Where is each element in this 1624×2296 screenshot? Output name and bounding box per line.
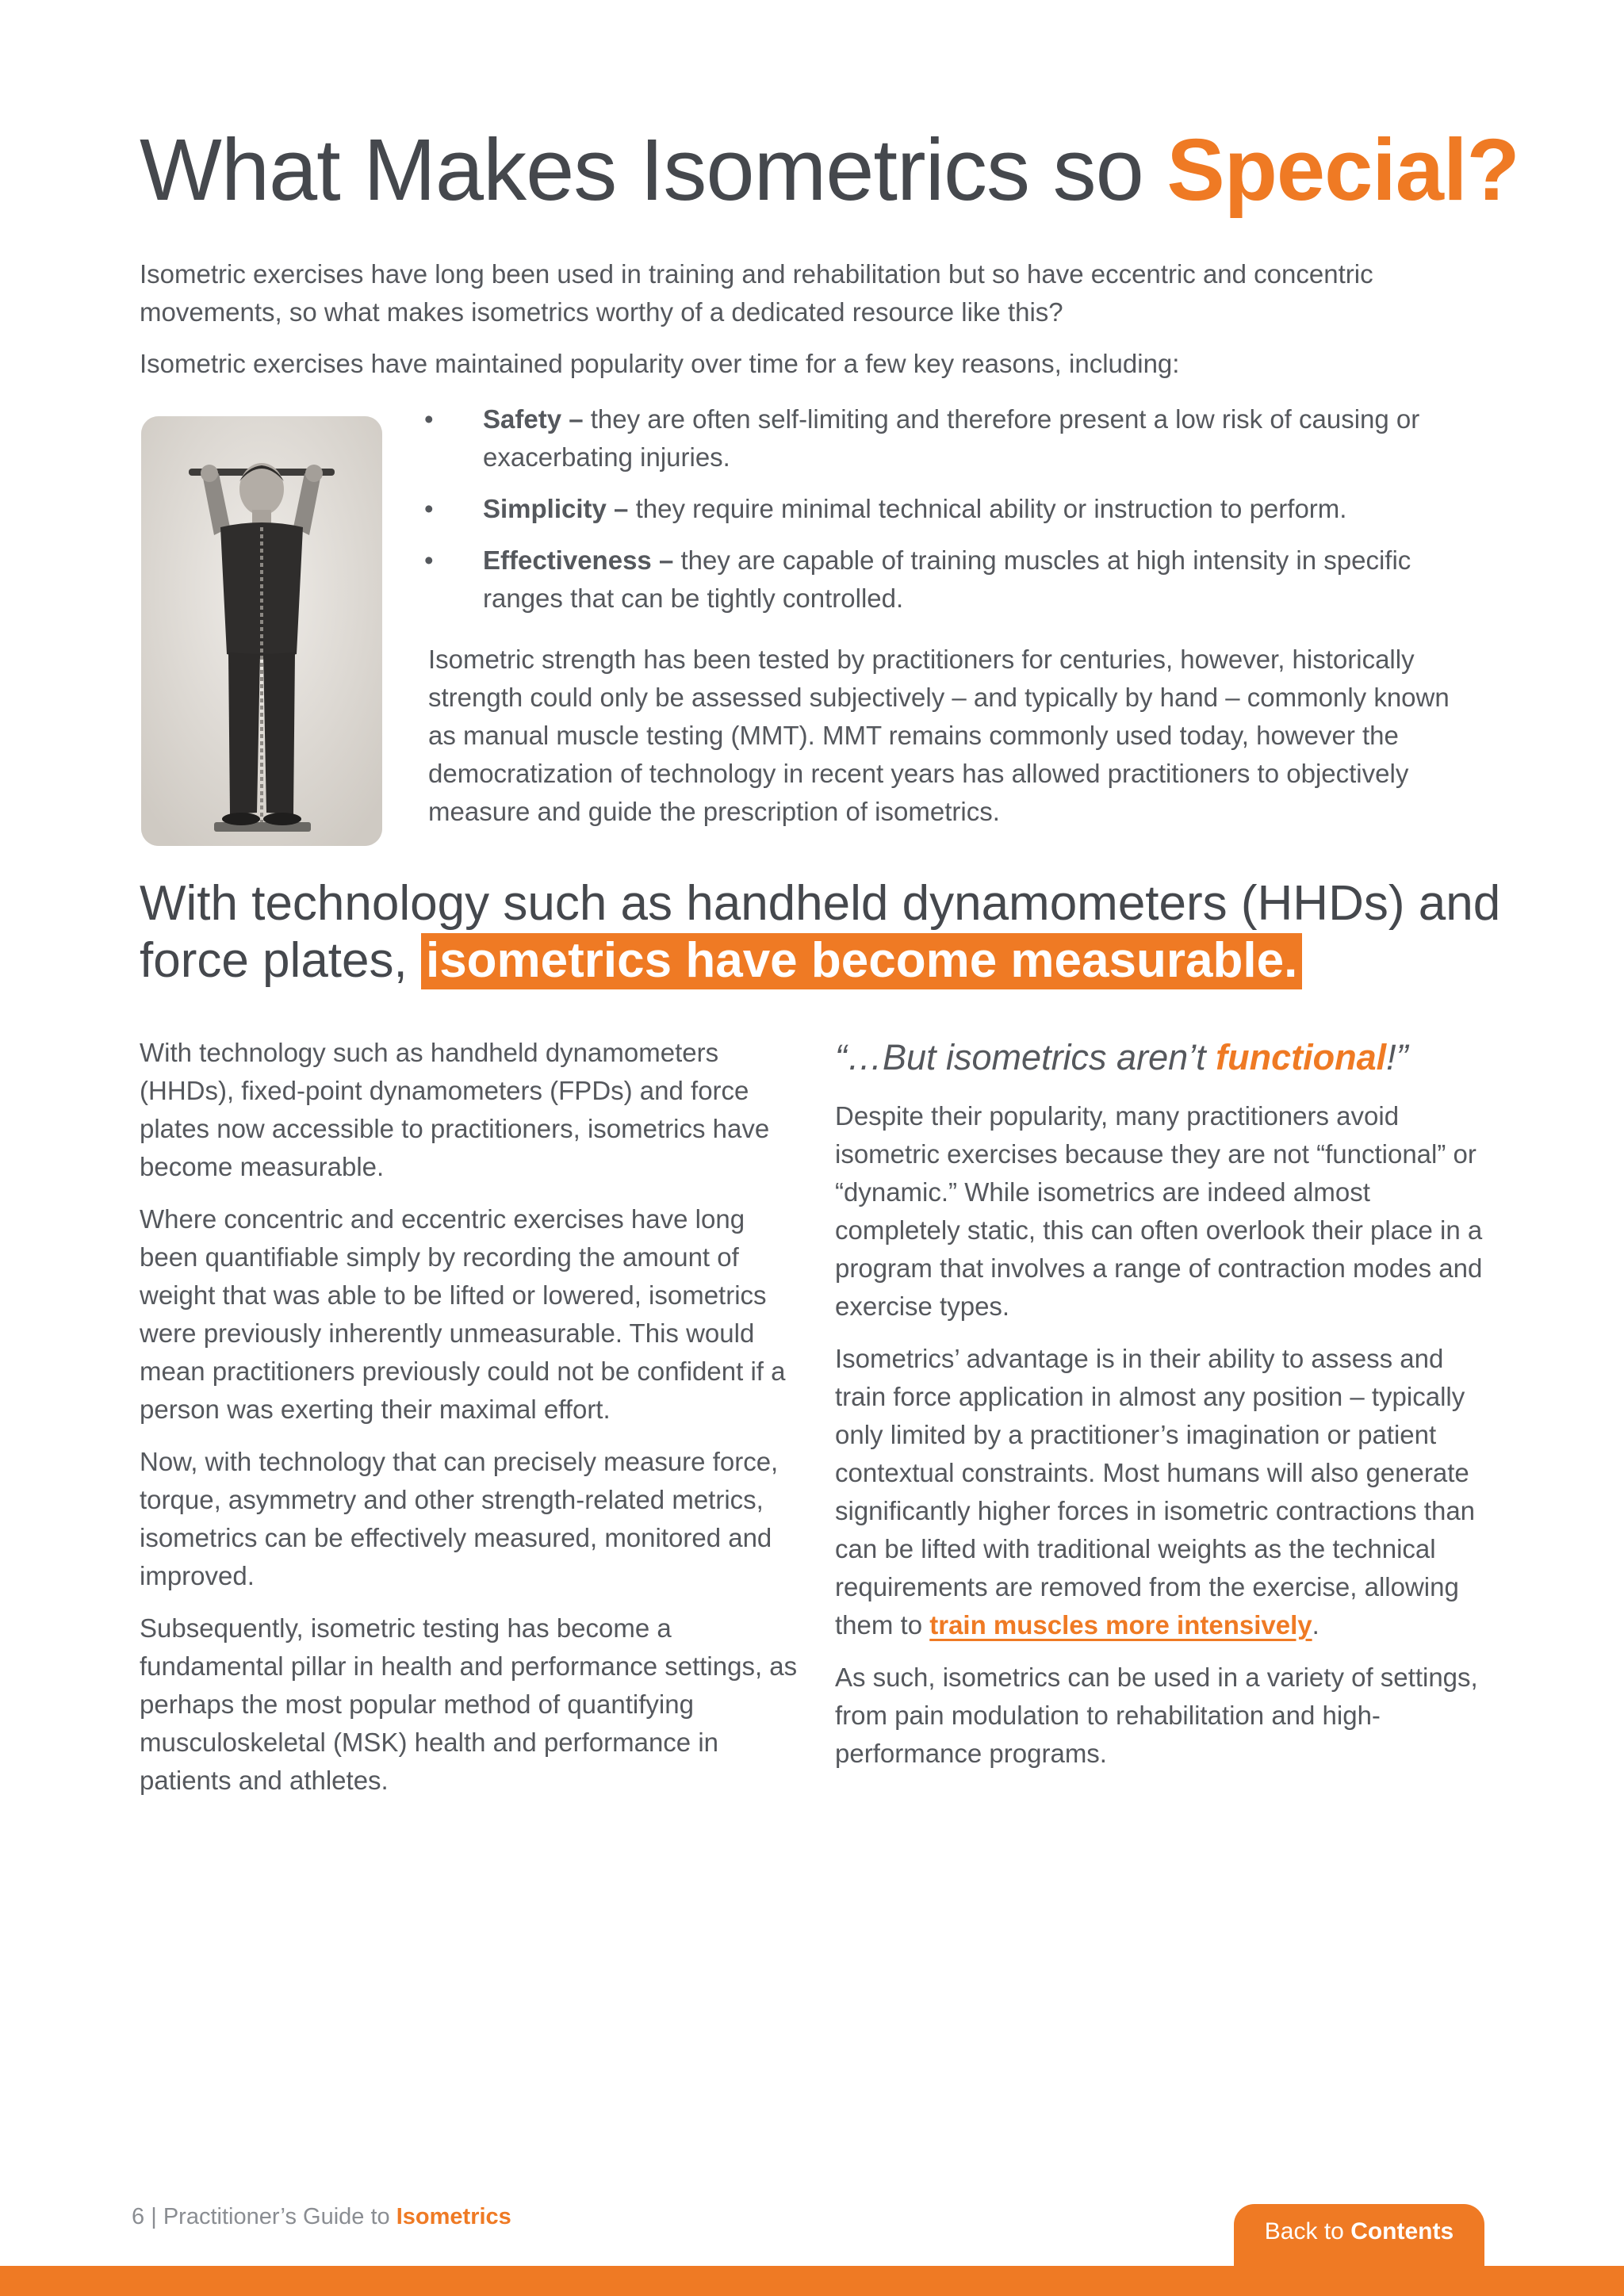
right-paragraph: [835, 1340, 1493, 1644]
bullet-marker: •: [424, 545, 434, 575]
bullet-text: they require minimal technical ability or instruction to perform.: [628, 494, 1347, 523]
bullet-simplicity: [424, 490, 1479, 528]
bullet-marker: •: [424, 404, 434, 434]
intro-paragraph: Isometric exercises have long been used in training and rehabilitation but so have eccentric and concentric movements, so what makes isometrics worthy of a dedicated resource like this?: [140, 259, 1373, 327]
bullet-term: Safety –: [483, 404, 584, 434]
section-subheading: [140, 875, 1567, 989]
history-paragraph: Isometric strength has been tested by practitioners for centuries, however, historically strength could only be assessed subjectively – and typically by hand – commonly known as manual muscle testing (MMT). MMT remains commonly used today, however the democratization of technology in recent years has allowed practitioners to objectively measure and guide the prescription of isometrics.: [428, 645, 1450, 826]
subheading-text: With technology such as handheld dynamometers (HHDs) and force plates,: [140, 876, 1501, 988]
footer-separator: |: [151, 2204, 157, 2229]
page-footer: [132, 2204, 511, 2230]
bullet-term: Effectiveness –: [483, 545, 674, 575]
quote-start: “…But isometrics aren’t: [835, 1037, 1216, 1077]
left-paragraph: Where concentric and eccentric exercises have long been quantifiable simply by recording the amount of weight that was able to be lifted or lowered, isometrics were previously inherently unmeasurable. This would mean practitioners previously could not be confident if a person was exerting their maximal effort.: [140, 1204, 786, 1424]
vintage-strongman-photo: [141, 416, 382, 846]
footer-accent-bar: [0, 2266, 1624, 2296]
bullet-text: they are often self-limiting and therefore present a low risk of causing or exacerbating injuries.: [483, 404, 1420, 472]
train-muscles-link[interactable]: train muscles more intensively: [929, 1610, 1312, 1640]
pull-quote: [835, 1034, 1493, 1081]
right-column: [835, 1034, 1493, 1787]
quote-accent: functional: [1216, 1037, 1387, 1077]
guide-title: Practitioner’s Guide to: [163, 2204, 396, 2229]
bullet-term: Simplicity –: [483, 494, 629, 523]
right-paragraph-end: .: [1312, 1610, 1320, 1640]
quote-end: !”: [1386, 1037, 1408, 1077]
page-title-main: What Makes Isometrics so: [140, 121, 1167, 219]
key-reasons-list: [424, 400, 1479, 631]
bullet-text: they are capable of training muscles at high intensity in specific ranges that can be tightly controlled.: [483, 545, 1411, 613]
right-paragraph: As such, isometrics can be used in a variety of settings, from pain modulation to rehabilitation and high-performance programs.: [835, 1663, 1478, 1768]
strongman-figure-illustration: [141, 416, 382, 846]
intro-lead-in: Isometric exercises have maintained popularity over time for a few key reasons, including:: [140, 349, 1180, 378]
bullet-effectiveness: [424, 541, 1479, 618]
right-paragraph: Despite their popularity, many practitioners avoid isometric exercises because they are not “functional” or “dynamic.” While isometrics are indeed almost completely static, this can often overlook their place in a program that involves a range of contraction modes and exercise types.: [835, 1101, 1483, 1321]
bullet-safety: [424, 400, 1479, 476]
subheading-highlight: isometrics have become measurable.: [421, 933, 1302, 989]
left-paragraph: With technology such as handheld dynamometers (HHDs), fixed-point dynamometers (FPDs) and force plates now accessible to practitioners, isometrics have become measurable.: [140, 1038, 770, 1181]
page-title-accent: Special?: [1166, 121, 1519, 219]
left-column: [140, 1034, 798, 1814]
bullet-marker: •: [424, 494, 434, 523]
page-number: 6: [132, 2204, 145, 2229]
back-link: Contents: [1350, 2218, 1454, 2244]
back-to-contents-button[interactable]: [1234, 2204, 1484, 2267]
page-title: [140, 119, 1519, 222]
back-prefix: Back to: [1264, 2218, 1351, 2244]
right-paragraph-text: Isometrics’ advantage is in their ability to assess and train force application in almost any position – typically only limited by a practitioner’s imagination or patient contextual constraints. Most humans will also generate significantly higher forces in isometric contractions than can be lifted with traditional weights as the technical requirements are removed from the exercise, allowing them to: [835, 1344, 1476, 1640]
guide-brand: Isometrics: [396, 2204, 511, 2229]
left-paragraph: Now, with technology that can precisely measure force, torque, asymmetry and other strength-related metrics, isometrics can be effectively measured, monitored and improved.: [140, 1447, 779, 1590]
left-paragraph: Subsequently, isometric testing has become a fundamental pillar in health and performance settings, as perhaps the most popular method of quantifying musculoskeletal (MSK) health and performance in patients and athletes.: [140, 1613, 798, 1795]
